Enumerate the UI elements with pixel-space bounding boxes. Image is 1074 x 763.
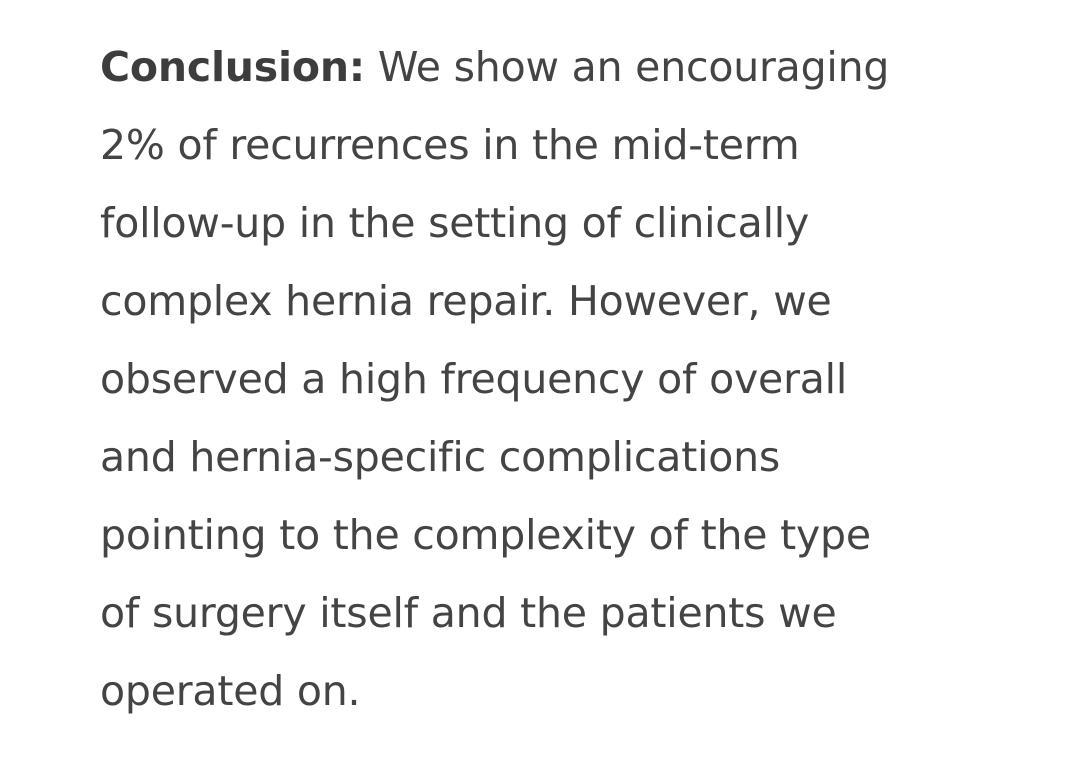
conclusion-line-7: pointing to the complexity of the type — [100, 511, 871, 559]
conclusion-line-4: complex hernia repair. However, we — [100, 277, 832, 325]
conclusion-text-1: We show an encouraging — [365, 43, 890, 91]
conclusion-section — [100, 28, 1000, 730]
conclusion-line-3: follow-up in the setting of clinically — [100, 199, 810, 247]
conclusion-line-6: and hernia-specific complications — [100, 433, 781, 481]
conclusion-line-1 — [100, 28, 1000, 106]
conclusion-line-2: 2% of recurrences in the mid-term — [100, 121, 800, 169]
conclusion-line-5: observed a high frequency of overall — [100, 355, 848, 403]
conclusion-line-8: of surgery itself and the patients we — [100, 589, 837, 637]
conclusion-label: Conclusion: — [100, 43, 366, 91]
conclusion-line-9: operated on. — [100, 667, 361, 715]
